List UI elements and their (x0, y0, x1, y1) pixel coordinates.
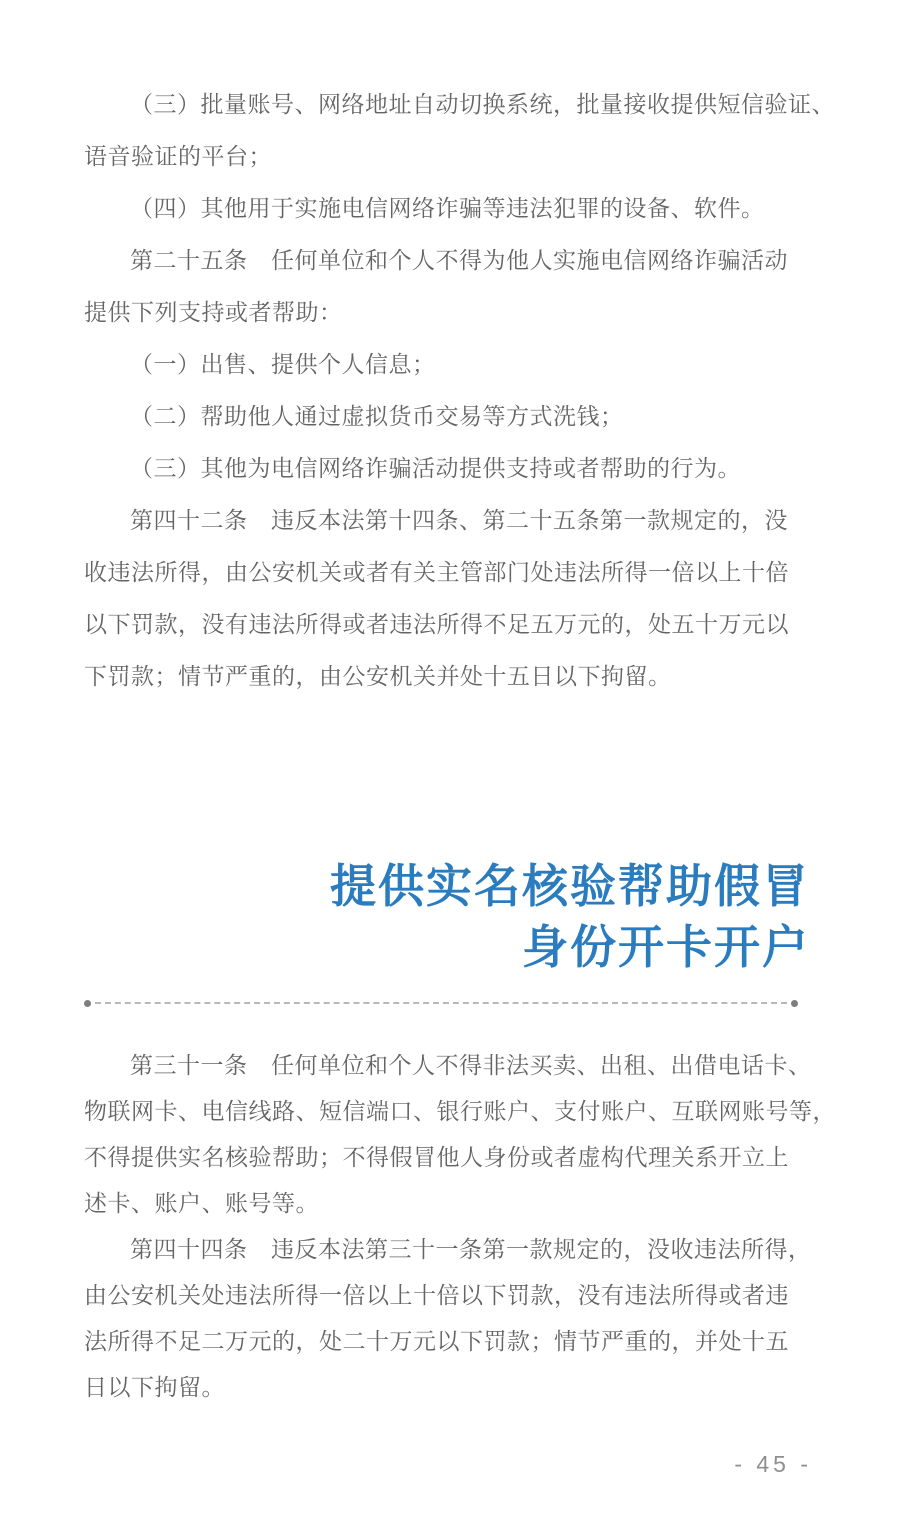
text-line: 第四十四条 违反本法第三十一条第一款规定的，没收违法所得， (130, 1236, 812, 1262)
text-line: 语音验证的平台； (84, 143, 272, 169)
text-line: 提供下列支持或者帮助： (84, 299, 343, 325)
text-line: （三）其他为电信网络诈骗活动提供支持或者帮助的行为。 (130, 455, 741, 481)
text-line: （三）批量账号、网络地址自动切换系统，批量接收提供短信验证、 (130, 91, 835, 117)
text-line: 第三十一条 任何单位和个人不得非法买卖、出租、出借电话卡、 (130, 1052, 812, 1078)
section-heading-line1: 提供实名核验帮助假冒 (330, 860, 810, 912)
section-heading (330, 856, 810, 978)
text-line: 述卡、账户、账号等。 (84, 1190, 319, 1216)
text-line: 收违法所得，由公安机关或者有关主管部门处违法所得一倍以上十倍 (84, 559, 789, 585)
dashed-separator (84, 996, 798, 1010)
law-text-block-lower (84, 1042, 836, 1410)
law-text-block-upper (84, 78, 835, 702)
text-line: 由公安机关处违法所得一倍以上十倍以下罚款，没有违法所得或者违 (84, 1282, 789, 1308)
section-heading-line2: 身份开卡开户 (522, 921, 810, 973)
text-line: 法所得不足二万元的，处二十万元以下罚款；情节严重的，并处十五 (84, 1328, 789, 1354)
text-line: 下罚款；情节严重的，由公安机关并处十五日以下拘留。 (84, 663, 672, 689)
separator-right-dot (791, 1000, 798, 1007)
separator-left-dot (84, 1000, 91, 1007)
text-line: （四）其他用于实施电信网络诈骗等违法犯罪的设备、软件。 (130, 195, 765, 221)
separator-dashed-line (95, 1002, 787, 1004)
text-line: （二）帮助他人通过虚拟货币交易等方式洗钱； (130, 403, 624, 429)
text-line: 物联网卡、电信线路、短信端口、银行账户、支付账户、互联网账号等， (84, 1098, 836, 1124)
text-line: （一）出售、提供个人信息； (130, 351, 436, 377)
text-line: 不得提供实名核验帮助；不得假冒他人身份或者虚构代理关系开立上 (84, 1144, 789, 1170)
text-line: 日以下拘留。 (84, 1374, 225, 1400)
text-line: 以下罚款，没有违法所得或者违法所得不足五万元的，处五十万元以 (84, 611, 789, 637)
page-number: - 45 - (734, 1451, 812, 1477)
text-line: 第二十五条 任何单位和个人不得为他人实施电信网络诈骗活动 (130, 247, 788, 273)
text-line: 第四十二条 违反本法第十四条、第二十五条第一款规定的，没 (130, 507, 788, 533)
